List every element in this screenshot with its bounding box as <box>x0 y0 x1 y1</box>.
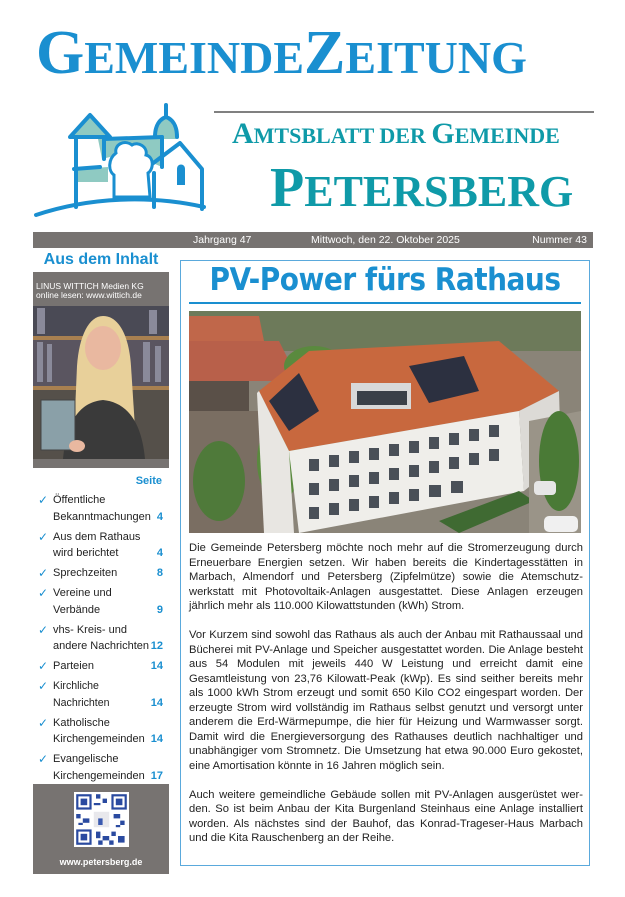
sidebar-contents <box>33 248 169 874</box>
toc-page: 14 <box>150 733 163 746</box>
subtitle-part: MTSBLATT DER <box>253 123 432 148</box>
issue-number: Nummer 43 <box>532 234 587 246</box>
article-photo <box>189 311 581 533</box>
toc-item[interactable] <box>37 492 165 525</box>
toc-page: 8 <box>156 567 163 580</box>
toc-item[interactable] <box>37 529 165 562</box>
town-name <box>270 157 574 219</box>
toc-label: Aus dem Rathaus wird berichtet <box>53 530 141 560</box>
toc-label: Katholische Kirchengemeinden <box>53 716 145 746</box>
title-part: G <box>36 19 85 87</box>
toc-item[interactable] <box>37 585 165 618</box>
toc-item[interactable] <box>37 678 165 711</box>
lead-article <box>180 260 590 866</box>
subtitle-part: EMEINDE <box>454 123 560 148</box>
table-of-contents <box>33 468 169 784</box>
toc-page: 14 <box>150 660 163 673</box>
article-paragraph: Vor Kurzem sind sowohl das Rathaus als auch der Anbau mit Rathaussaal und Bücherei mit PV-Anlage und Speicher ausgestattet worden. Die Anlage besteht aus 54 Modulen mit jeweils 440 W Leistung und erreicht damit eine Gesamtleistung von 23,76 Kilowatt-Peak (kWp). Es sind seither bereits mehr als 1000 kWh Strom erzeugt und somit 650 Kilo CO2 eingespart worden. Der erzeugte Strom wird vollständig im Rathaus selbst genutzt und versorgt unter anderem die Erd-Wärmepumpe, die hier für Heizung und Warmwasser sorgt. Damit wird die Energieversorgung des Rathauses deutlich nachhaltiger und unabhängiger vom Stromnetz. Die Umsetzung hat etwa 90.000 Euro gekostet, eine Amortisation könnte in 16 Jahren möglich sein. <box>189 629 583 772</box>
toc-page: 14 <box>150 696 163 709</box>
town-part: ETERSBERG <box>304 167 574 216</box>
publisher-name: LINUS WITTICH Medien KG <box>36 281 144 291</box>
subtitle <box>232 119 560 149</box>
publisher-info <box>36 282 144 300</box>
toc-item[interactable] <box>37 658 165 675</box>
toc-label: Kirchliche Nachrichten <box>53 680 110 709</box>
article-headline: PV-Power fürs Rathaus <box>209 261 561 298</box>
publisher-online[interactable]: online lesen: www.wittich.de <box>36 290 142 300</box>
toc-label: Parteien <box>53 660 94 673</box>
issue-date: Mittwoch, den 22. Oktober 2025 <box>311 234 460 246</box>
issue-info-bar <box>33 232 593 248</box>
check-icon: ✓ <box>38 752 49 767</box>
title-part: EITUNG <box>345 32 527 83</box>
toc-label: Öffentliche Bekanntmachungen <box>53 494 151 523</box>
toc-page-header: Seite <box>135 475 162 487</box>
toc-label: Sprechzeiten <box>53 567 118 580</box>
toc-page: 17 <box>150 770 163 783</box>
newspaper-title <box>36 19 527 87</box>
toc-list <box>37 492 165 828</box>
toc-item[interactable] <box>37 751 165 784</box>
article-paragraph: Auch weitere gemeindliche Gebäude sollen mit PV-Anlagen ausgerüstet wer-den. So ist beim Anbau der Kita Burgenland Steinhaus eine Anlage installiert worden. Als nächstes sind der Bauhof, das Konrad-Trageser-Haus Marbach und die Kita Rauschenberg an der Reihe. <box>189 788 583 844</box>
check-icon: ✓ <box>38 529 49 544</box>
toc-item[interactable] <box>37 622 165 655</box>
check-icon: ✓ <box>38 566 49 581</box>
article-paragraph: Die Gemeinde Petersberg möchte noch mehr auf die Stromerzeugung durch Erneuerbare Energien setzen. Wir haben bereits die Kindertagesstätten in Marbach, Almendorf und Petersberg (Zipfelmütze) sowie die Atemschutz-werkstatt mit Photovoltaik-Anlagen ausgestattet. Diese Anlagen erzeugen jährlich mehr als 110.000 Kilowattstunden (kWh) Strom. <box>189 542 583 612</box>
contents-heading: Aus dem Inhalt <box>33 248 169 272</box>
subtitle-part: A <box>232 117 254 150</box>
toc-item[interactable] <box>37 565 165 582</box>
website-panel <box>33 784 169 874</box>
toc-item[interactable] <box>37 715 165 748</box>
divider-bar <box>33 459 169 468</box>
sidebar-photo <box>33 306 169 459</box>
header-rule <box>214 111 594 113</box>
toc-label: vhs- Kreis- und andere Nachrichten <box>53 623 150 653</box>
check-icon: ✓ <box>38 659 49 674</box>
website-link[interactable]: www.petersberg.de <box>59 857 143 867</box>
title-part: Z <box>304 19 346 87</box>
toc-page: 12 <box>150 640 163 653</box>
article-body <box>189 541 583 860</box>
toc-page: 4 <box>156 510 163 523</box>
check-icon: ✓ <box>38 586 49 601</box>
town-part: P <box>270 157 305 219</box>
subtitle-part: G <box>431 117 455 150</box>
headline-rule <box>189 302 581 304</box>
volume-label: Jahrgang 47 <box>193 234 252 246</box>
check-icon: ✓ <box>38 493 49 507</box>
toc-label: Vereine und Verbände <box>53 587 112 616</box>
toc-page: 4 <box>156 547 163 560</box>
check-icon: ✓ <box>38 679 49 694</box>
qr-code-icon[interactable] <box>74 792 129 847</box>
check-icon: ✓ <box>38 622 49 637</box>
toc-label: Evangelische Kirchengemeinden <box>53 753 145 783</box>
check-icon: ✓ <box>38 715 49 730</box>
castle-church-logo-icon <box>30 97 206 219</box>
title-part: EMEINDE <box>84 32 305 83</box>
toc-page: 9 <box>156 603 163 616</box>
